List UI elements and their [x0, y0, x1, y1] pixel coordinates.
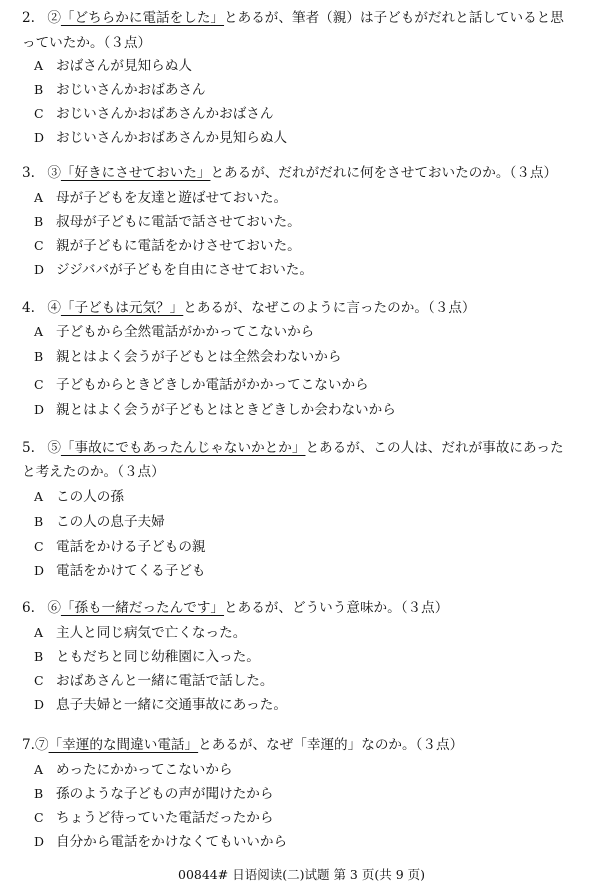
option-text: この人の孫 — [56, 489, 124, 505]
option-letter: A — [34, 762, 44, 777]
option-letter: C — [34, 673, 44, 688]
question-text-continued: っていたか。（３点） — [22, 35, 152, 51]
option-letter: A — [34, 324, 44, 339]
option-text: 叔母が子どもに電話で話させておいた。 — [56, 214, 301, 230]
question-text: とあるが、この人は、だれが事故にあった — [305, 440, 564, 456]
option-text: おばあさんと一緒に電話で話した。 — [56, 673, 274, 689]
option-letter: D — [34, 834, 45, 849]
option-text: ジジババが子どもを自由にさせておいた。 — [56, 262, 313, 278]
question-marker: ⑥ — [47, 600, 61, 616]
option-letter: B — [34, 214, 44, 229]
option-letter: B — [34, 649, 44, 664]
quoted-phrase: 「幸運的な間違い電話」 — [48, 737, 199, 753]
option-text: 電話をかける子どもの親 — [56, 539, 206, 555]
option-letter: D — [34, 563, 45, 578]
question-prompt — [22, 163, 587, 183]
option-letter: B — [34, 786, 44, 801]
option-letter: B — [34, 82, 44, 97]
option-letter: D — [34, 697, 45, 712]
option-text: おじいさんかおばあさんか見知らぬ人 — [56, 130, 288, 146]
option-text: 孫のような子どもの声が聞けたから — [56, 786, 274, 802]
question-prompt — [22, 8, 587, 28]
quoted-phrase: 「どちらかに電話をした」 — [60, 10, 225, 26]
question-number: 4. — [22, 300, 35, 316]
question-marker: ⑦ — [34, 737, 49, 753]
option-text: 息子夫婦と一緒に交通事故にあった。 — [56, 697, 287, 713]
option-letter: C — [34, 539, 44, 554]
question-text: とあるが、なぜ「幸運的」なのか。（３点） — [198, 737, 464, 753]
option-text: 親が子どもに電話をかけさせておいた。 — [56, 238, 301, 254]
option-letter: B — [34, 514, 44, 529]
option-text: 主人と同じ病気で亡くなった。 — [56, 625, 247, 641]
question-prompt — [22, 438, 587, 458]
option-letter: A — [34, 489, 44, 504]
option-text: 母が子どもを友達と遊ばせておいた。 — [56, 190, 288, 206]
option-letter: D — [34, 402, 45, 417]
option-letter: A — [34, 58, 44, 73]
option-letter: B — [34, 349, 44, 364]
question-text: とあるが、なぜこのように言ったのか。（３点） — [183, 300, 476, 316]
option-text: 子どもからときどきしか電話がかかってこないから — [56, 377, 369, 393]
option-text: 電話をかけてくる子ども — [56, 563, 206, 579]
option-letter: C — [34, 106, 44, 121]
option-letter: C — [34, 377, 44, 392]
question-text: とあるが、だれがだれに何をさせておいたのか。（３点） — [210, 165, 558, 181]
question-number: 3. — [22, 165, 35, 181]
question-prompt — [22, 298, 587, 318]
option-text: 子どもから全然電話がかかってこないから — [56, 324, 315, 340]
option-text: この人の息子夫婦 — [56, 514, 165, 530]
quoted-phrase: 「子どもは元気？」 — [60, 300, 184, 316]
question-number: 7. — [22, 737, 35, 753]
option-letter: A — [34, 625, 44, 640]
question-number: 6. — [22, 600, 35, 616]
question-number: 2. — [22, 10, 35, 26]
option-text: おじいさんかおばあさんかおばさん — [56, 106, 274, 122]
option-letter: D — [34, 262, 45, 277]
quoted-phrase: 「孫も一緒だったんです」 — [60, 600, 225, 616]
quoted-phrase: 「好きにさせておいた」 — [60, 165, 211, 181]
question-text-continued: と考えたのか。（３点） — [22, 464, 165, 480]
question-marker: ⑤ — [47, 440, 61, 456]
option-text: 親とはよく会うが子どもとはときどきしか会わないから — [56, 402, 396, 418]
question-number: 5. — [22, 440, 35, 456]
option-letter: C — [34, 238, 44, 253]
option-text: 自分から電話をかけなくてもいいから — [56, 834, 288, 850]
option-text: ともだちと同じ幼稚園に入った。 — [56, 649, 260, 665]
option-letter: D — [34, 130, 45, 145]
page-footer: 00844# 日语阅读(二)试题 第 3 页(共 9 页) — [178, 867, 425, 882]
question-prompt — [22, 598, 587, 618]
option-text: めったにかかってこないから — [56, 762, 233, 778]
option-text: おじいさんかおばあさん — [56, 82, 206, 98]
option-text: 親とはよく会うが子どもとは全然会わないから — [56, 349, 342, 365]
question-marker: ④ — [47, 300, 61, 316]
option-text: ちょうど待っていた電話だったから — [56, 810, 274, 826]
question-prompt — [22, 735, 587, 755]
option-letter: C — [34, 810, 44, 825]
quoted-phrase: 「事故にでもあったんじゃないかとか」 — [60, 440, 306, 456]
option-text: おばさんが見知らぬ人 — [56, 58, 192, 74]
question-text: とあるが、どういう意味か。（３点） — [224, 600, 449, 616]
option-letter: A — [34, 190, 44, 205]
question-text: とあるが、筆者（親）は子どもがだれと話していると思 — [224, 10, 564, 26]
question-marker: ③ — [47, 165, 61, 181]
question-marker: ② — [47, 10, 61, 26]
